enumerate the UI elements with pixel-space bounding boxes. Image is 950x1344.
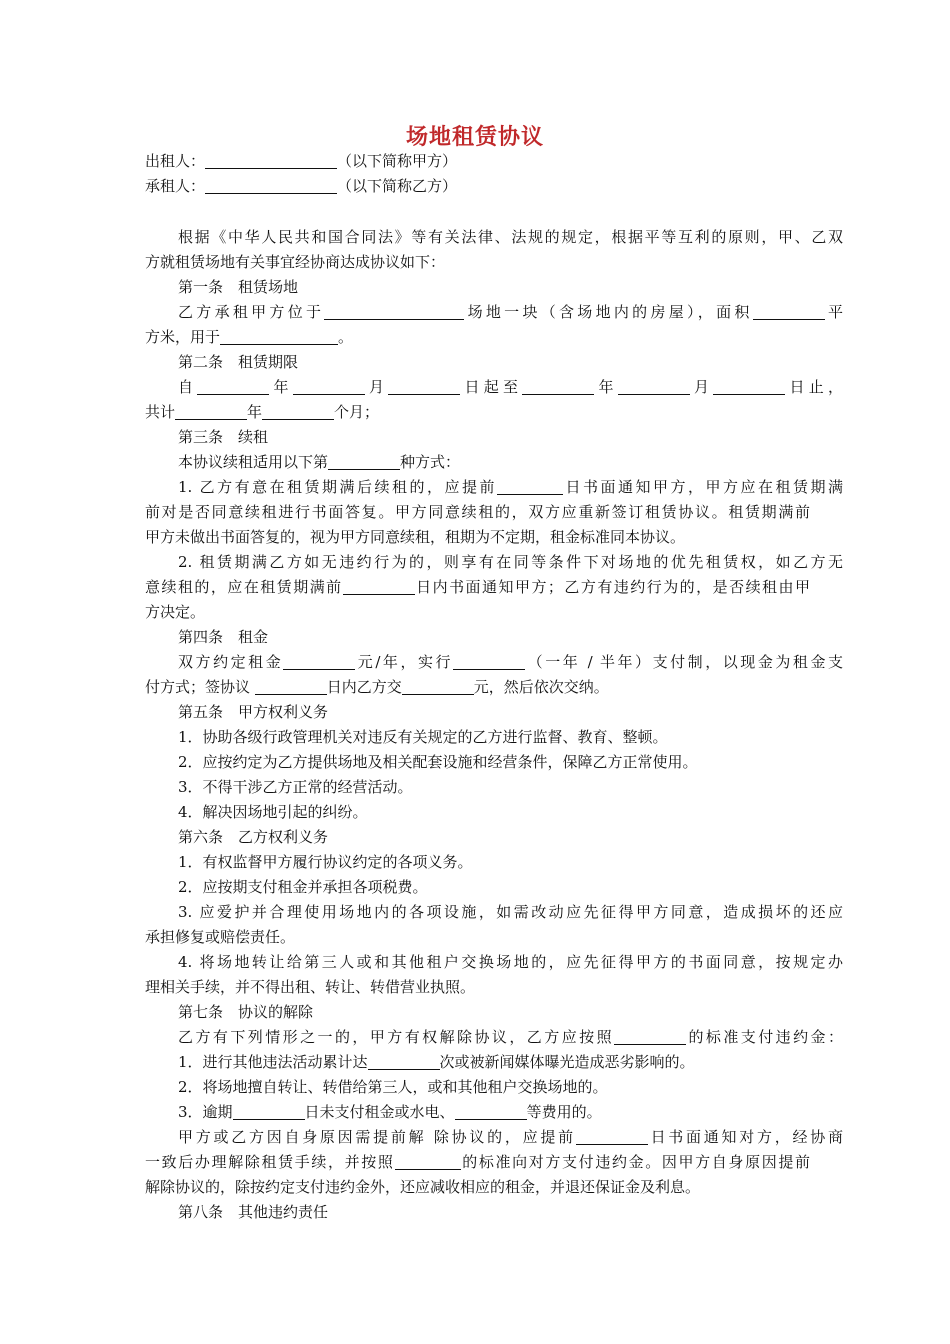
article-2-line-2: 共计 年 个月； [145, 403, 380, 421]
article-6-item-4-line-2: 理相关手续，并不得出租、转让、转借营业执照。 [145, 978, 476, 996]
article-7-intro: 乙方有下列情形之一的，甲方有权解除协议，乙方应按照 的标准支付违约金： [178, 1028, 843, 1046]
article-6-item-1: 1．有权监督甲方履行协议约定的各项义务。 [178, 853, 473, 871]
article-3-item-1-line-1: 1. 乙方有意在租赁期满后续租的，应提前 日书面通知甲方，甲方应在租赁期满 [178, 478, 843, 496]
document-title: 场地租赁协议 [405, 124, 544, 150]
blank-field [233, 1102, 305, 1120]
intro-line-2: 方就租赁场地有关事宜经协商达成协议如下： [145, 253, 446, 271]
article-2-line-1: 自 年 月 日起至 年 月 日止， [178, 378, 843, 396]
blank-field [453, 652, 525, 670]
blank-field [455, 1102, 527, 1120]
article-7-item-1: 1．进行其他违法活动累计达 次或被新闻媒体曝光造成恶劣影响的。 [178, 1053, 695, 1071]
blank-field [395, 1152, 461, 1170]
article-7-item-3: 3．逾期 日未支付租金或水电、 等费用的。 [178, 1103, 602, 1121]
blank-field [402, 677, 474, 695]
article-3-item-1-line-2: 前对是否同意续租进行书面答复。甲方同意续租的，双方应重新签订租赁协议。租赁期满前 [145, 503, 810, 521]
lessee-line: 承租人： （以下简称乙方） [145, 177, 458, 195]
article-7-heading: 第七条 协议的解除 [178, 1003, 314, 1021]
lessor-line: 出租人： （以下简称甲方） [145, 152, 458, 170]
article-5-heading: 第五条 甲方权利义务 [178, 703, 329, 721]
article-6-item-4-line-1: 4. 将场地转让给第三人或和其他租户交换场地的，应先征得甲方的书面同意，按规定办 [178, 953, 843, 971]
article-3-intro: 本协议续租适用以下第 种方式： [178, 453, 461, 471]
blank-field [388, 377, 460, 395]
blank-field [283, 652, 355, 670]
blank-field [197, 377, 269, 395]
article-7-para-line-2: 一致后办理解除租赁手续，并按照 的标准向对方支付违约金。因甲方自身原因提前 [145, 1153, 810, 1171]
article-4-line-1: 双方约定租金 元/年，实行 （一年 / 半年）支付制，以现金为租金支 [178, 653, 843, 671]
blank-field [220, 327, 338, 345]
article-3-item-2-line-2: 意续租的，应在租赁期满前 日内书面通知甲方；乙方有违约行为的，是否续租由甲 [145, 578, 810, 596]
article-3-item-2-line-1: 2. 租赁期满乙方如无违约行为的，则享有在同等条件下对场地的优先租赁权，如乙方无 [178, 553, 843, 571]
article-3-item-2-line-3: 方决定。 [145, 603, 206, 621]
intro-line-1: 根据《中华人民共和国合同法》等有关法律、法规的规定，根据平等互利的原则，甲、乙双 [178, 228, 843, 246]
blank-field [713, 377, 785, 395]
article-8-heading: 第八条 其他违约责任 [178, 1203, 329, 1221]
article-5-item: 1．协助各级行政管理机关对违反有关规定的乙方进行监督、教育、整顿。 [178, 728, 668, 746]
blank-field [324, 302, 464, 320]
article-6-item-3-line-1: 3. 应爱护并合理使用场地内的各项设施，如需改动应先征得甲方同意，造成损坏的还应 [178, 903, 843, 921]
article-5-item: 2．应按约定为乙方提供场地及相关配套设施和经营条件，保障乙方正常使用。 [178, 753, 698, 771]
article-4-heading: 第四条 租金 [178, 628, 269, 646]
article-3-item-1-line-3: 甲方未做出书面答复的，视为甲方同意续租，租期为不定期，租金标准同本协议。 [145, 528, 686, 546]
article-1-heading: 第一条 租赁场地 [178, 278, 299, 296]
article-7-para-line-3: 解除协议的，除按约定支付违约金外，还应减收相应的租金，并退还保证金及利息。 [145, 1178, 701, 1196]
blank-field [205, 151, 337, 169]
article-5-item: 3．不得干涉乙方正常的经营活动。 [178, 778, 413, 796]
article-4-line-2: 付方式；签协议 日内乙方交 元，然后依次交纳。 [145, 678, 609, 696]
blank-field [497, 477, 563, 495]
blank-field [343, 577, 415, 595]
blank-field [205, 176, 337, 194]
article-5-item: 4．解决因场地引起的纠纷。 [178, 803, 368, 821]
article-2-heading: 第二条 租赁期限 [178, 353, 299, 371]
blank-field [614, 1027, 686, 1045]
blank-field [618, 377, 690, 395]
blank-field [753, 302, 825, 320]
article-7-item-2: 2．将场地擅自转让、转借给第三人，或和其他租户交换场地的。 [178, 1078, 608, 1096]
article-6-item-2: 2．应按期支付租金并承担各项税费。 [178, 878, 428, 896]
blank-field [576, 1127, 648, 1145]
article-1-line-1: 乙方承租甲方位于 场地一块（含场地内的房屋），面积 平 [178, 303, 843, 321]
article-7-para-line-1: 甲方或乙方因自身原因需提前解 除协议的，应提前 日书面通知对方，经协商 [178, 1128, 843, 1146]
article-3-heading: 第三条 续租 [178, 428, 269, 446]
article-6-heading: 第六条 乙方权利义务 [178, 828, 329, 846]
blank-field [293, 377, 365, 395]
article-6-item-3-line-2: 承担修复或赔偿责任。 [145, 928, 296, 946]
blank-field [175, 402, 247, 420]
blank-field [368, 1052, 440, 1070]
blank-field [522, 377, 594, 395]
blank-field [328, 452, 400, 470]
article-1-line-2: 方米，用于 。 [145, 328, 354, 346]
blank-field [262, 402, 334, 420]
blank-field [255, 677, 327, 695]
